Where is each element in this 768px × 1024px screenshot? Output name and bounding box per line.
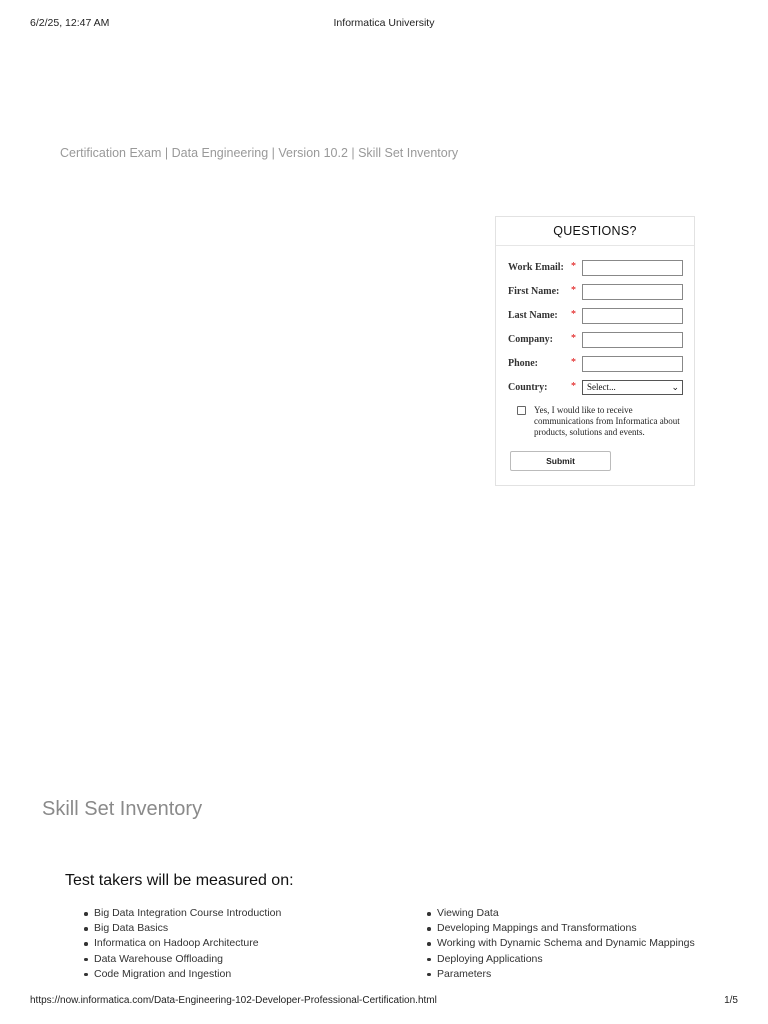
- last-name-label: Last Name:: [508, 310, 558, 321]
- company-row: [508, 332, 688, 348]
- country-select-value: Select...: [587, 382, 616, 392]
- country-select[interactable]: [582, 380, 683, 395]
- required-mark: *: [571, 357, 576, 368]
- skill-set-title: Skill Set Inventory: [42, 798, 203, 820]
- list-item: Working with Dynamic Schema and Dynamic Mappings: [425, 936, 695, 951]
- work-email-input[interactable]: [582, 260, 683, 276]
- required-mark: *: [571, 381, 576, 392]
- first-name-label: First Name:: [508, 286, 560, 297]
- chevron-down-icon: ⌄: [671, 382, 679, 392]
- list-item: Deploying Applications: [425, 952, 695, 967]
- first-name-row: [508, 284, 688, 300]
- first-name-input[interactable]: [582, 284, 683, 300]
- last-name-input[interactable]: [582, 308, 683, 324]
- list-item: Big Data Integration Course Introduction: [82, 906, 281, 921]
- submit-button[interactable]: Submit: [510, 451, 611, 471]
- last-name-row: [508, 308, 688, 324]
- list-item: Informatica on Hadoop Architecture: [82, 936, 281, 951]
- questions-form: [495, 216, 695, 486]
- work-email-label: Work Email:: [508, 262, 564, 273]
- required-mark: *: [571, 261, 576, 272]
- skill-list-right: [425, 906, 695, 982]
- list-item: Developing Mappings and Transformations: [425, 921, 695, 936]
- work-email-row: [508, 260, 688, 276]
- skill-set-subtitle: Test takers will be measured on:: [65, 872, 294, 889]
- optin-label: Yes, I would like to receive communications from Informatica about products, solutions and events.: [534, 405, 680, 437]
- print-datetime: 6/2/25, 12:47 AM: [30, 17, 110, 29]
- print-page-title: Informatica University: [333, 17, 435, 29]
- optin-checkbox[interactable]: [517, 406, 526, 415]
- required-mark: *: [571, 309, 576, 320]
- country-label: Country:: [508, 382, 548, 393]
- country-row: [508, 380, 688, 396]
- company-label: Company:: [508, 334, 554, 345]
- questions-form-heading: QUESTIONS?: [496, 217, 694, 246]
- print-page-number: 1/5: [724, 995, 738, 1006]
- company-input[interactable]: [582, 332, 683, 348]
- breadcrumb: Certification Exam | Data Engineering | Version 10.2 | Skill Set Inventory: [60, 146, 459, 160]
- required-mark: *: [571, 285, 576, 296]
- list-item: Big Data Basics: [82, 921, 281, 936]
- phone-label: Phone:: [508, 358, 538, 369]
- phone-row: [508, 356, 688, 372]
- print-url: https://now.informatica.com/Data-Engineering-102-Developer-Professional-Certification.html: [30, 995, 437, 1006]
- list-item: Data Warehouse Offloading: [82, 952, 281, 967]
- skill-list-left: [82, 906, 281, 982]
- list-item: Viewing Data: [425, 906, 695, 921]
- phone-input[interactable]: [582, 356, 683, 372]
- list-item: Parameters: [425, 967, 695, 982]
- list-item: Code Migration and Ingestion: [82, 967, 281, 982]
- required-mark: *: [571, 333, 576, 344]
